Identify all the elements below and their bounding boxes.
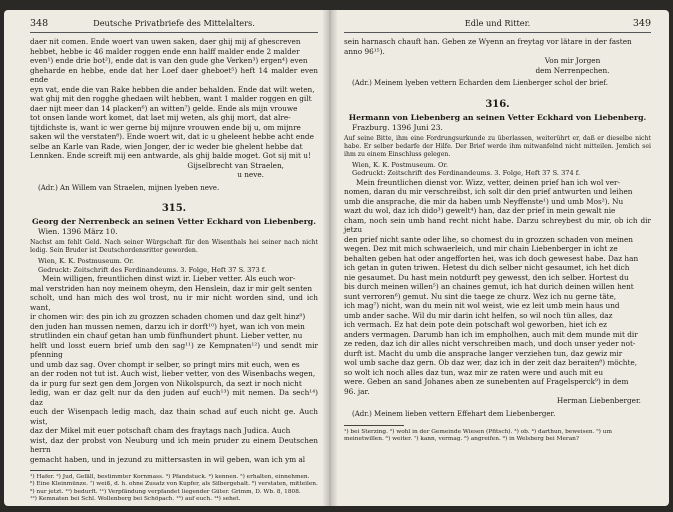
signature-line: Von mir Jorgen [544,56,601,65]
text-line: Mein freuntlichen dienst vor. Wizz, vetter, deinen prief han ich wol ver- [356,177,620,187]
text-line: wist, daz der probst von Neuburg und ich mein pruder zu einem Deutschen herrn [30,435,318,454]
left-running-title: Deutsche Privatbriefe des Mittelalters. [93,18,255,28]
right-top-signature [344,56,651,75]
text-line: nie gesaumet. Du hast mein notdurft pey gewesst, den ich selber. Hortest du [344,272,629,282]
text-line: gemacht haben, und in jezund zu mittersasten in wil geben, wan ich ym al [30,454,306,464]
text-line: scholt, und han mich des wol trost, nu ir mir nicht worden sind, und ich want, [30,293,318,312]
text-line: 96. jar. [344,386,370,396]
right-top-address: (Adr.) Meinem lyeben vettern Echarden dem Lienberger schol der brief. [352,79,608,87]
right-running-title: Edle und Ritter. [464,18,531,28]
text-line: bis durch meinen willen⁵) an chaines gemut, ich hat durich deinen willen hent [344,282,634,291]
letter-printed-316: Gedruckt: Zeitschrift des Ferdinandeums. 3. Folge, Heft 37 S. 374 f. [352,169,581,177]
text-line: daer nit comen. Ende woert van uwen saken, daer ghij mij af ghescreven [30,37,301,46]
footnote: ¹) bei Sterzing. ²) wohl in der Gemeinde Wiesen (Pfitsch). ³) ob. ⁴) darthun, beweisen. ⁵) um [344,429,613,435]
text-line: Mein willigen, freuntlichen dinst wizt ir. Lieber vetter. Als euch wor- [42,274,296,283]
text-line: strutlinden ein chauf getan han umb fünfhundert phunt. Lieber vetter, nu [30,331,303,340]
text-line: saken wil the verstaten⁸). Ende woert wit, dat ic u gheleent hebbe acht ende [30,132,314,141]
text-line: ir chomen wir: des pin ich zu grozzen schaden chomen und daz gelt hinz⁹) [30,312,306,321]
text-line: wat ghij mit den rogghe ghedaen wilt hebben, want 1 malder roggen en gilt [30,94,312,103]
right-page-number: 349 [632,18,651,29]
letter-date-315: Wien. 1396 März 10. [38,227,118,236]
text-line: Lennken. Ende screift mij een antwarde, als ghij balde moget. Got sij mit u! [30,151,311,160]
footnote: ¹) Hafer. ²) Jud, Gefäll, bestimmter Kornmass. ³) Pfandstuck. ⁴) kennen. ⁵) erhalten, einnehmen. [30,474,310,480]
text-line: sein harnasch chauft han. Geben ze Wyenn an freytag vor lätare in der fasten [344,37,632,46]
letter-printed-315: Gedruckt: Zeitschrift des Ferdinandeums. 3. Folge, Heft 37 S. 373 f. [38,265,267,274]
text-line: anno 96¹⁵). [344,46,385,56]
signature-line: u neve. [237,170,264,179]
letter-summary-315: Nachst am fehlt Geld. Nach seiner Würgschaft für den Wisenthals hei seiner nach nicht ledig. Sein Bruder ist Deutschordensritter geworden. [30,239,318,254]
left-letter-continuation [30,37,318,161]
text-line: umb die ansprache, die mir da haben umb Neyffenste¹) und umb Mos²). Nu [344,196,624,206]
text-line: ich vermach. Ez hat dein pote dein potschaft wol geworben, hiet ich ez [344,320,607,329]
text-line: den juden han mussen nemen, darzu ich ir dorft¹⁰) hyet, wan ich von mein [30,321,305,331]
text-line: were. Geben an sand Johanes aben ze sunebenten auf Fragelsperck⁹) in dem [344,377,629,386]
letter-number-316: 316. [485,98,510,110]
footnote: ⁶) Eine Kleinmünze. ⁷) weiß, d. h. ohne Zusatz von Kupfer, als Silbergehalt. ⁸) verstaten, mitteilen. [30,481,318,488]
text-line: cham, noch sein umb hand recht nicht habe. Darzu schreybest du mir, ob ich dir jetzu [344,215,651,234]
text-line: daz der Mikel mit euer potschaft cham des fraytags nach Judica. Auch [30,426,291,435]
letter-source-316: Wien, K. K. Postmuseum. Or. [352,160,448,169]
text-line: tijtdichste is, want ic wer gerne bij mijnre vrouwen ende bij u, om mijnre [30,122,301,132]
footnote: meinetwillen. ⁶) weiter. ⁷) kann, vermag. ⁸) angreifen. ⁹) in Welsberg bei Meran? [344,436,579,443]
text-line: wazt du wol, daz ich dido³) gewelt⁴) han, daz der prief in mein gewalt nie [344,206,616,215]
letter-title-315: Georg der Nerrenbeck an seinen Vetter Eckhard von Liebenberg. [32,217,316,226]
signature-line: dem Nerrenpechen. [535,65,610,75]
text-line: euch der Wisenpach ledig mach, daz thain schad auf euch nicht ge. Auch wist, [30,407,318,426]
right-page [330,10,669,506]
letter-body-316 [344,178,651,397]
footnote: ¹²) Kemnaten bei Schl. Wollenberg bei Schöpach. ¹³) auf euch. ¹⁴) sehet. [30,496,241,503]
text-line: ich getan in guten triwen. Hetest du dich selber nicht gesaumet, ich het dich [344,263,630,272]
text-line: daer nijt meer dan 14 placken⁶) an witten⁷) gelde. Ende als mijn vrouwe [30,103,298,113]
text-line: behalten geben hat oder angefforten hei, was ich doch gewesest habe. Daz han [344,253,639,263]
text-line: wol umb sache daz gern. Ob daz wer, daz ich in der zeit daz beraiten⁸) möchte, [344,358,638,367]
left-footnotes [30,474,318,504]
text-line: sunt verroren⁶) gemut. Nu sint die taege ze churz. Wez ich nu gerne täte, [344,291,617,301]
left-signature [30,161,318,180]
left-page-number: 348 [30,18,49,29]
text-line: an der roden not tut ist. Auch wist, lieber vetter, von des Wisenbachs wegen, [30,369,316,378]
text-line: durft ist. Macht du umb die ansprache langer verziehen tun, daz gewiz mir [344,348,623,358]
text-line: gheharde en hebbe, ende dat her Loef daer gheboet⁵) heft 14 malder even ende [30,65,318,84]
footnote: ⁹) nur jetzt. ¹⁰) bedurft. ¹¹) Verpfändung verpfandet liegender Güter. Grimm, D. Wb. 8, 1808. [30,488,301,495]
left-header [30,18,318,33]
text-line: helft und losst euern brief umb den sag¹¹) ze Kempnaten¹²) und sendt mir pfenning [30,340,318,359]
signature-line: Gijselbrecht van Straelen, [187,160,284,170]
text-line: wegen. Dez mit mich schwaerleich, und mir chain Liebenberger in icht ze [344,244,618,253]
text-line: selbe an Karle van Rade, wien Jonger, der ic weder bie ghelent hebbe dat [30,141,303,151]
text-line: even¹) ende drie bot²), ende dat is van den gude ghe Verken³) ergen⁴) even [30,56,308,65]
right-address: (Adr.) Meinem lieben vettern Effehart dem Liebenberger. [352,409,556,418]
text-line: umb ander sache. Wil du mir darin icht helfen, so wil noch tün alles, daz [344,310,613,320]
text-line: tot onsen lande wort komet, dat laet mij weten, als ghij mort, dat alre- [30,113,291,122]
right-header [344,18,651,33]
right-letter-continuation [344,37,651,56]
text-line: ze reden, daz ich dir alles nicht verschreiben mach, und doch unser yeder not- [344,339,636,348]
book-gutter [322,10,338,506]
letter-source-315: Wien, K. K. Postmuseum. Or. [38,257,134,265]
text-line: hebbet, hebbe ic 46 malder roggen ende enn halff malder ende 2 malder [30,46,300,56]
footnote-rule [344,425,404,426]
letter-title-316: Hermann von Liebenberg an seinen Vetter Eckhard von Liebenberg. [348,112,647,122]
letter-summary-316: Auf seine Bitte, ihm eine Fordrungsurkunde zu überlassen, weiterührt er, daß er dieselbe nicht habe. Er selber bedarfe der Hilfe. Der Brief werde ihm mitwanfelnd nicht mitteilen. Jemlich sei ihm zu einem Einschluss gelegen. [344,134,651,158]
right-signature: Herman Liebenberger. [556,396,641,405]
text-line: da ir purg fur sezt gen dem Jorgen von Nikolspurch, da sezt ir noch nicht [30,378,302,388]
right-footnotes [344,429,651,444]
footnote-rule [30,470,90,471]
text-line: ich mag⁷) nicht, wan du mein nit wol weist, wie ez leit umb mein haus und [344,301,620,310]
left-page [4,10,330,506]
text-line: nomen, daran du mir verschreibst, ich solt dir den prief antwurten und leihen [344,187,633,196]
text-line: mal verstriden han noy meinem oheym, den Henslein, daz ir mir gelt senten [30,283,313,293]
letter-date-316: Frazburg. 1396 Juni 23. [352,122,443,132]
letter-number-315: 315. [161,203,187,214]
text-line: ledig, wan er daz gelt nur da den juden auf euch¹³) mit nemen. Da sech¹⁴) daz [30,388,318,407]
left-address: (Adr.) An Willem van Straelen, mijnen lyeben neve. [38,183,220,192]
text-line: den prief nicht sante oder lihe, so chomest du in grozzen schaden von meinen [344,234,633,244]
text-line: eyn vat, ende die van Rake hebben die ander behalden. Ende dat wilt weten, [30,84,315,94]
text-line: anders vermagen. Darumb han ich im empholhen, auch mit dem munde mit dir [344,329,638,339]
text-line: und umb daz sag. Over chompt ir selber, so pringt mirs mit euch, wen es [30,359,300,369]
text-line: so wolt ich noch alles daz tun, waz mir ze raten were und auch mit eu [344,367,604,377]
letter-body-315 [30,274,318,464]
